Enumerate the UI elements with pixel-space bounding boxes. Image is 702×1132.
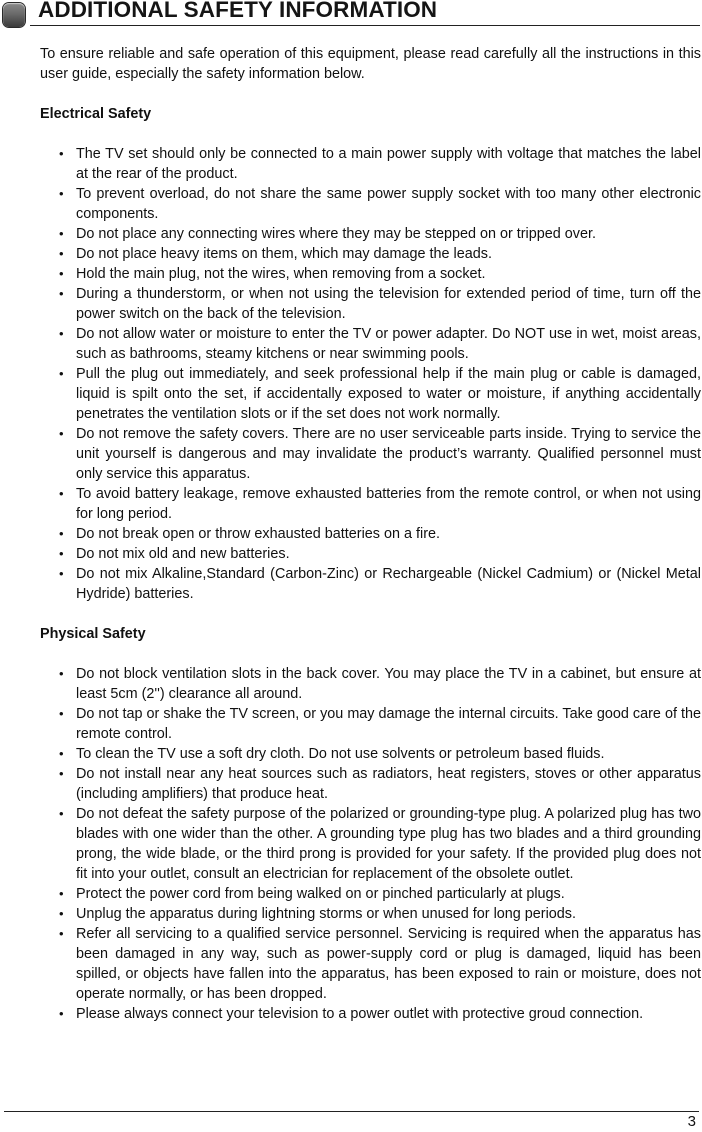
section-tab-icon [3, 3, 25, 27]
list-item-text: Do not mix old and new batteries. [76, 546, 290, 562]
bullet-icon: • [59, 906, 64, 921]
list-item-text: Please always connect your television to a power outlet with protective groud connection. [76, 1006, 644, 1022]
list-item-text: Do not break open or throw exhausted batteries on a fire. [76, 526, 440, 542]
list-item-text: Do not install near any heat sources such as radiators, heat registers, stoves or other apparatus (including amplifiers) that produce heat. [76, 766, 701, 802]
bullet-icon: • [59, 426, 64, 441]
bullet-icon: • [59, 766, 64, 781]
electrical-safety-heading: Electrical Safety [40, 106, 152, 122]
list-item [40, 264, 701, 284]
list-item [40, 144, 701, 184]
bullet-icon: • [59, 146, 64, 161]
bullet-icon: • [59, 886, 64, 901]
document-body [40, 44, 701, 1024]
bullet-icon: • [59, 486, 64, 501]
list-item [40, 364, 701, 424]
list-item-text: Unplug the apparatus during lightning storms or when unused for long periods. [76, 906, 576, 922]
bullet-icon: • [59, 566, 64, 581]
bullet-icon: • [59, 326, 64, 341]
bullet-icon: • [59, 746, 64, 761]
list-item-text: Hold the main plug, not the wires, when removing from a socket. [76, 266, 486, 282]
bullet-icon: • [59, 526, 64, 541]
list-item [40, 664, 701, 704]
list-item-text: Do not tap or shake the TV screen, or you may damage the internal circuits. Take good care of the remote control. [76, 706, 701, 742]
spacer [40, 124, 701, 144]
bullet-icon: • [59, 546, 64, 561]
bullet-icon: • [59, 366, 64, 381]
page-title: ADDITIONAL SAFETY INFORMATION [38, 0, 438, 22]
list-item [40, 544, 701, 564]
list-item-text: Do not defeat the safety purpose of the polarized or grounding-type plug. A polarized plug has two blades with one wider than the other. A grounding type plug has two blades and a third grounding prong, the wide blade, or the third prong is provided for your safety. If the provided plug does not fit into your outlet, consult an electrician for replacement of the obsolete outlet. [76, 806, 701, 882]
list-item [40, 904, 701, 924]
list-item-text: Pull the plug out immediately, and seek professional help if the main plug or cable is damaged, liquid is spilt onto the set, if accidentally exposed to water or moisture, if anything accidentally penetrates the ventilation slots or if the set does not work normally. [76, 366, 701, 422]
list-item [40, 424, 701, 484]
bullet-icon: • [59, 666, 64, 681]
list-item-text: During a thunderstorm, or when not using the television for extended period of time, turn off the power switch on the back of the television. [76, 286, 701, 322]
list-item [40, 764, 701, 804]
bullet-icon: • [59, 226, 64, 241]
physical-safety-list [40, 664, 701, 1024]
list-item-text: Do not block ventilation slots in the back cover. You may place the TV in a cabinet, but ensure at least 5cm (2'') clearance all around. [76, 666, 701, 702]
list-item [40, 884, 701, 904]
list-item-text: To prevent overload, do not share the same power supply socket with too many other electronic components. [76, 186, 701, 222]
physical-safety-heading: Physical Safety [40, 626, 146, 642]
list-item-text: The TV set should only be connected to a main power supply with voltage that matches the label at the rear of the product. [76, 146, 701, 182]
bullet-icon: • [59, 186, 64, 201]
list-item [40, 564, 701, 604]
title-underline [30, 25, 700, 26]
footer-rule [4, 1111, 699, 1112]
list-item-text: Do not remove the safety covers. There are no user serviceable parts inside. Trying to service the unit yourself is dangerous and may invalidate the product’s warranty. Qualified personnel must only service this apparatus. [76, 426, 701, 482]
bullet-icon: • [59, 1006, 64, 1021]
list-item-text: Do not mix Alkaline,Standard (Carbon-Zinc) or Rechargeable (Nickel Cadmium) or (Nickel Metal Hydride) batteries. [76, 566, 701, 602]
bullet-icon: • [59, 806, 64, 821]
list-item-text: Refer all servicing to a qualified service personnel. Servicing is required when the apparatus has been damaged in any way, such as power-supply cord or plug is damaged, liquid has been spilled, or objects have fallen into the apparatus, has been exposed to rain or moisture, does not operate normally, or has been dropped. [76, 926, 701, 1002]
list-item [40, 484, 701, 524]
list-item-text: To avoid battery leakage, remove exhausted batteries from the remote control, or when not using for long period. [76, 486, 701, 522]
list-item [40, 224, 701, 244]
bullet-icon: • [59, 286, 64, 301]
bullet-icon: • [59, 246, 64, 261]
list-item-text: Do not place heavy items on them, which may damage the leads. [76, 246, 492, 262]
page-number: 3 [687, 1113, 696, 1130]
bullet-icon: • [59, 266, 64, 281]
spacer [40, 604, 701, 624]
list-item [40, 184, 701, 224]
list-item-text: Protect the power cord from being walked on or pinched particularly at plugs. [76, 886, 565, 902]
list-item-text: Do not place any connecting wires where they may be stepped on or tripped over. [76, 226, 596, 242]
list-item-text: To clean the TV use a soft dry cloth. Do not use solvents or petroleum based fluids. [76, 746, 605, 762]
list-item [40, 704, 701, 744]
list-item [40, 924, 701, 1004]
list-item [40, 1004, 701, 1024]
electrical-safety-list [40, 144, 701, 604]
intro-paragraph: To ensure reliable and safe operation of this equipment, please read carefully all the instructions in this user guide, especially the safety information below. [40, 46, 701, 82]
list-item [40, 244, 701, 264]
list-item [40, 804, 701, 884]
list-item-text: Do not allow water or moisture to enter the TV or power adapter. Do NOT use in wet, moist areas, such as bathrooms, steamy kitchens or near swimming pools. [76, 326, 701, 362]
list-item [40, 744, 701, 764]
spacer [40, 644, 701, 664]
list-item [40, 524, 701, 544]
list-item [40, 324, 701, 364]
bullet-icon: • [59, 926, 64, 941]
list-item [40, 284, 701, 324]
page-header [0, 0, 702, 30]
bullet-icon: • [59, 706, 64, 721]
spacer [40, 84, 701, 104]
